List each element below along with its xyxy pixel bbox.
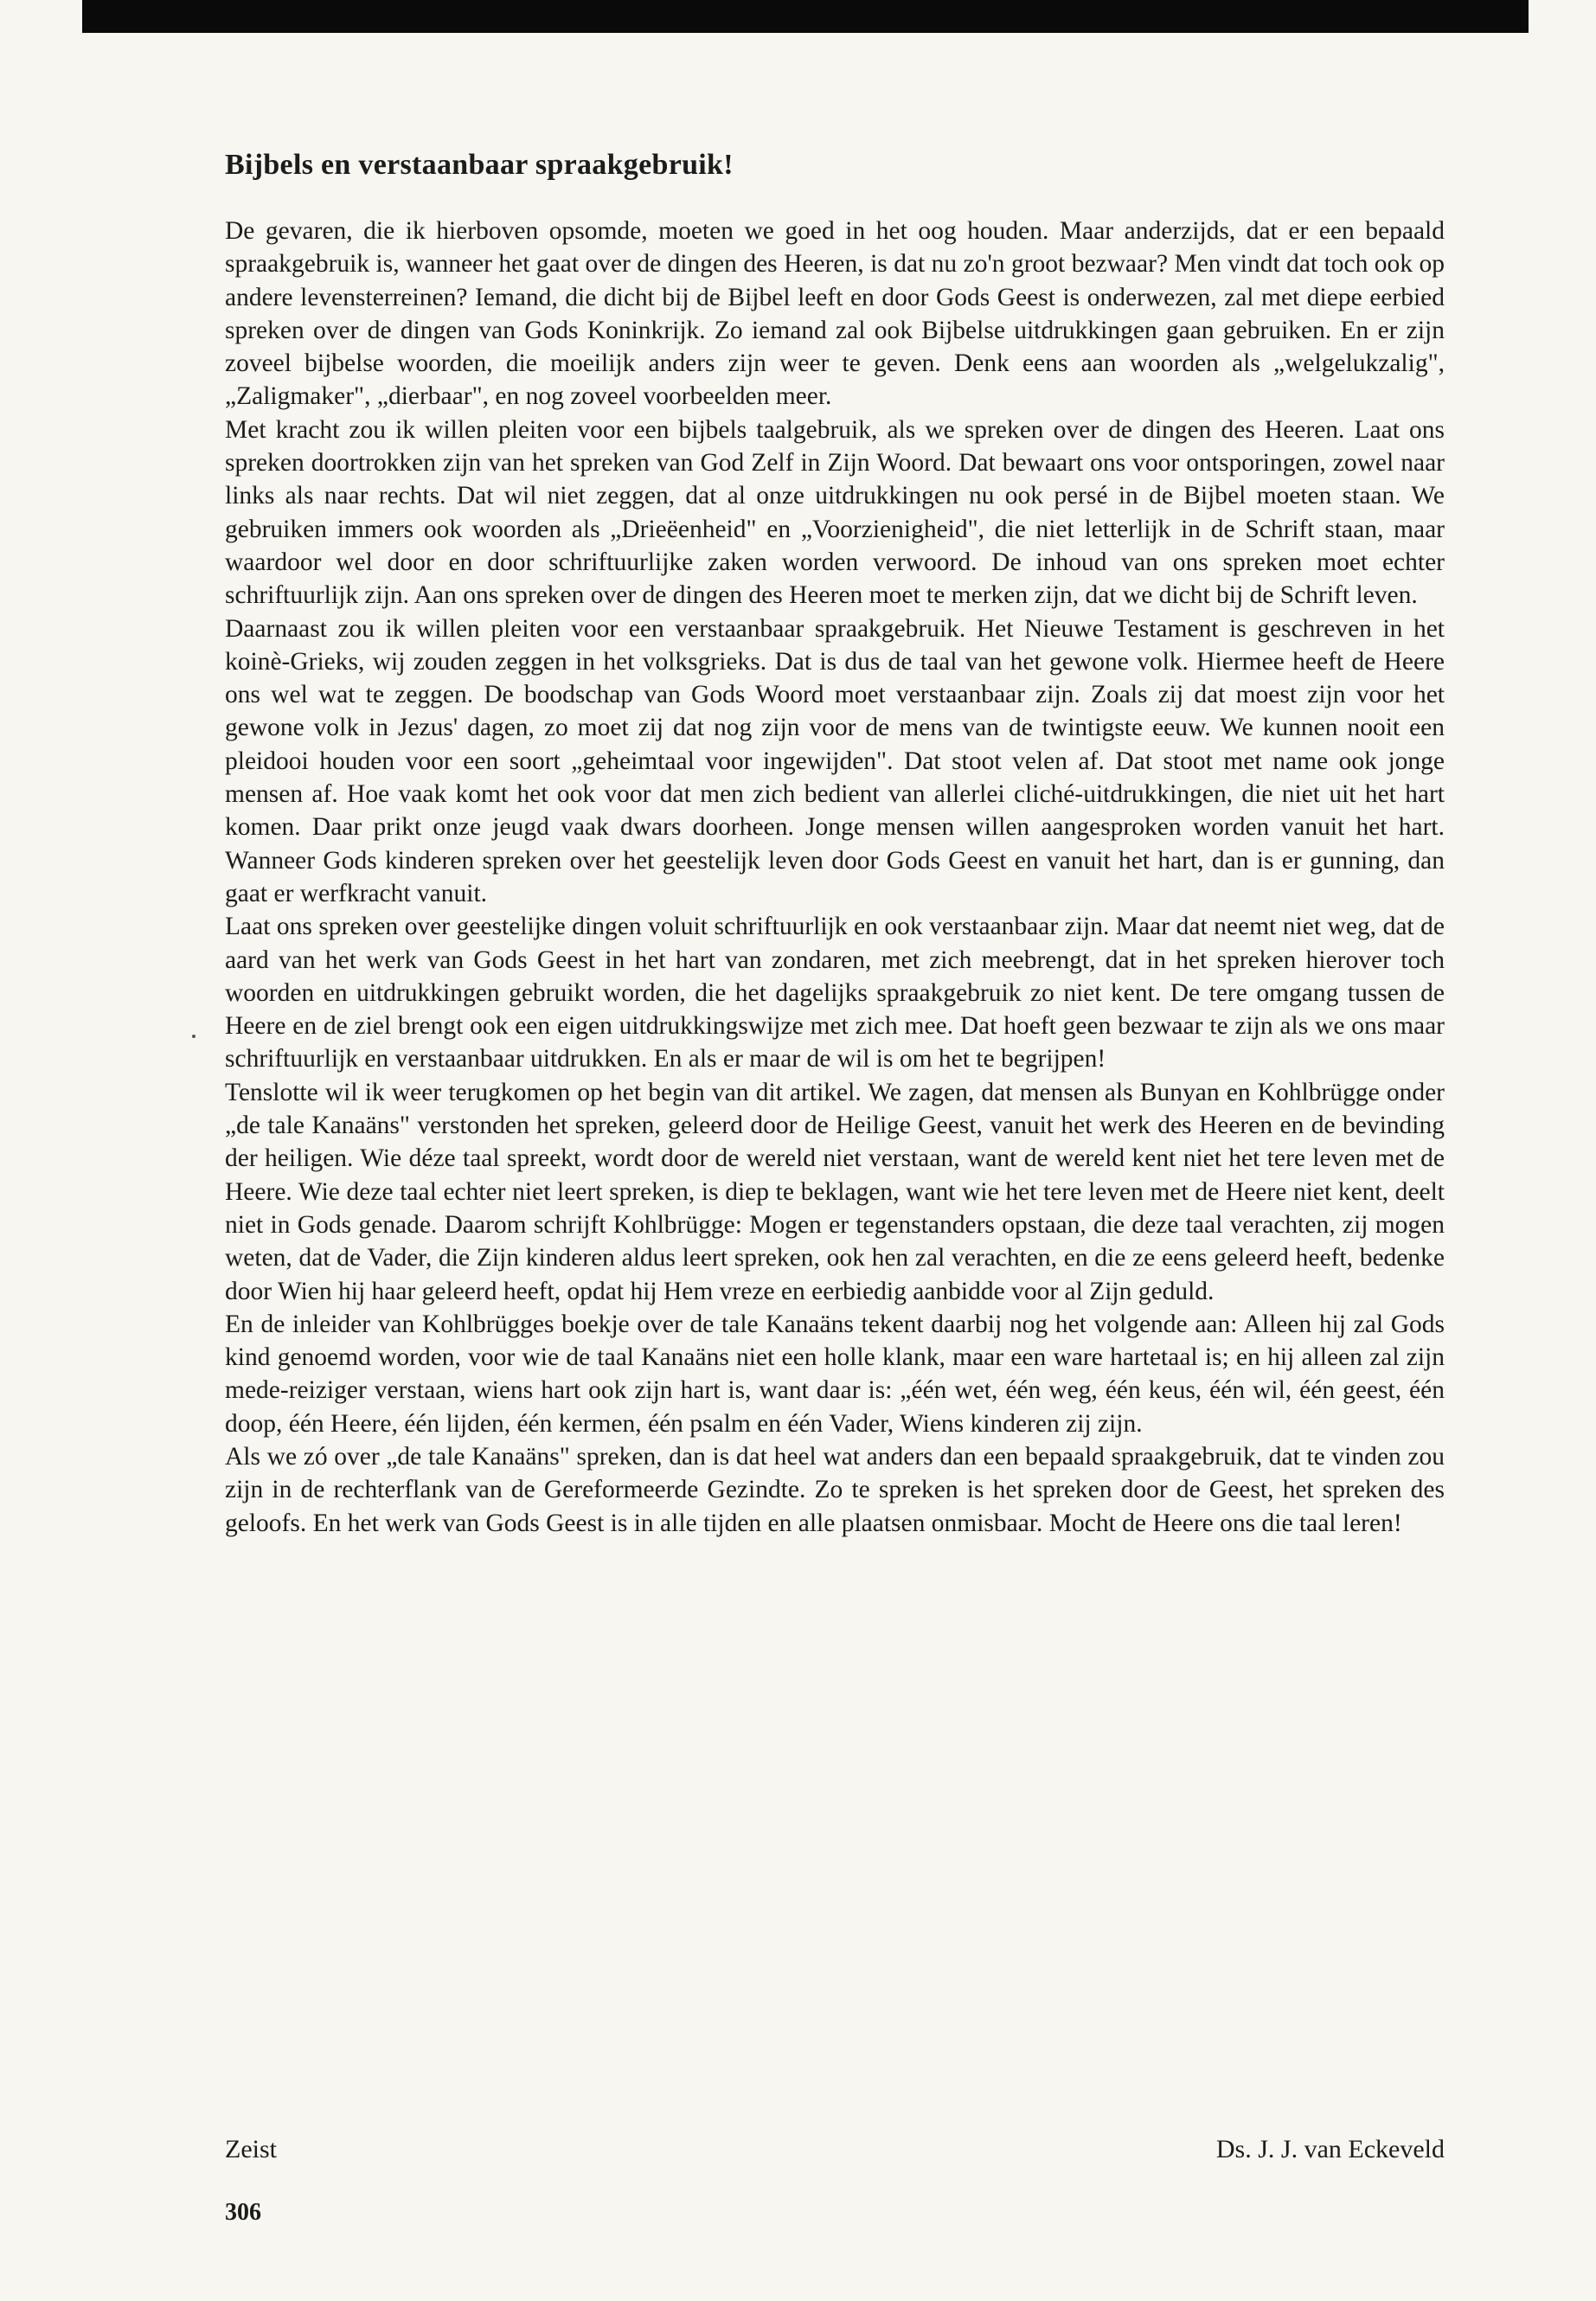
scan-speck	[192, 1035, 195, 1038]
article-body	[225, 215, 1445, 1540]
scan-top-border	[82, 0, 1529, 33]
page-content	[225, 147, 1445, 1540]
paragraph-1: De gevaren, die ik hierboven opsomde, moeten we goed in het oog houden. Maar anderzijds, dat er een bepaald spraakgebruik is, wanneer het gaat over de dingen des Heeren, is dat nu zo'n groot bezwaar? Men vindt dat toch ook op andere levensterreinen? Iemand, die dicht bij de Bijbel leeft en door Gods Geest is onderwezen, zal met diepe eerbied spreken over de dingen van Gods Koninkrijk. Zo iemand zal ook Bijbelse uitdrukkingen gaan gebruiken. En er zijn zoveel bijbelse woorden, die moeilijk anders zijn weer te geven. Denk eens aan woorden als „welgelukzalig", „Zaligmaker", „dierbaar", en nog zoveel voorbeelden meer.	[225, 217, 1445, 411]
paragraph-2: Met kracht zou ik willen pleiten voor een bijbels taalgebruik, als we spreken over de dingen des Heeren. Laat ons spreken doortrokken zijn van het spreken van God Zelf in Zijn Woord. Dat bewaart ons voor ontsporingen, zowel naar links als naar rechts. Dat wil niet zeggen, dat al onze uitdrukkingen nu ook persé in de Bijbel moeten staan. We gebruiken immers ook woorden als „Drieëenheid" en „Voorzienigheid", die niet letterlijk in de Schrift staan, maar waardoor wel door en door schriftuurlijke zaken worden verwoord. De inhoud van ons spreken moet echter schriftuurlijk zijn. Aan ons spreken over de dingen des Heeren moet te merken zijn, dat we dicht bij de Schrift leven.	[225, 415, 1445, 610]
paragraph-6: En de inleider van Kohlbrügges boekje over de tale Kanaäns tekent daarbij nog het volgende aan: Alleen hij zal Gods kind genoemd worden, voor wie de taal Kanaäns niet een holle klank, maar een ware hartetaal is; en hij alleen zal zijn mede-reiziger verstaan, wiens hart ook zijn hart is, want daar is: „één wet, één weg, één keus, één wil, één geest, één doop, één Heere, één lijden, één kermen, één psalm en één Vader, Wiens kinderen zij zijn.	[225, 1310, 1445, 1438]
author-name: Ds. J. J. van Eckeveld	[1215, 2135, 1445, 2163]
article-title: Bijbels en verstaanbaar spraakgebruik!	[225, 149, 734, 181]
paragraph-5: Tenslotte wil ik weer terugkomen op het begin van dit artikel. We zagen, dat mensen als Bunyan en Kohlbrügge onder „de tale Kanaäns" verstonden het spreken, geleerd door de Heilige Geest, vanuit het werk des Heeren en de bevinding der heiligen. Wie déze taal spreekt, wordt door de wereld niet verstaan, want de wereld kent niet het tere leven met de Heere. Wie deze taal echter niet leert spreken, is diep te beklagen, want wie het tere leven met de Heere niet kent, deelt niet in Gods genade. Daarom schrijft Kohlbrügge: Mogen er tegenstanders opstaan, die deze taal verachten, zij mogen weten, dat de Vader, die Zijn kinderen aldus leert spreken, ook hen zal verachten, en die ze eens geleerd heeft, bedenke door Wien hij haar geleerd heeft, opdat hij Hem vreze en eerbiedig aanbidde voor al Zijn geduld.	[225, 1078, 1445, 1305]
paragraph-3: Daarnaast zou ik willen pleiten voor een verstaanbaar spraakgebruik. Het Nieuwe Testament is geschreven in het koinè-Grieks, wij zouden zeggen in het volksgrieks. Dat is dus de taal van het gewone volk. Hiermee heeft de Heere ons wel wat te zeggen. De boodschap van Gods Woord moet verstaanbaar zijn. Zoals zij dat moest zijn voor het gewone volk in Jezus' dagen, zo moet zij dat nog zijn voor de mens van de twintigste eeuw. We kunnen nooit een pleidooi houden voor een soort „geheimtaal voor ingewijden". Dat stoot velen af. Dat stoot met name ook jonge mensen af. Hoe vaak komt het ook voor dat men zich bedient van allerlei cliché-uitdrukkingen, die niet uit het hart komen. Daar prikt onze jeugd vaak dwars doorheen. Jonge mensen willen aangesproken worden vanuit het hart. Wanneer Gods kinderen spreken over het geestelijk leven door Gods Geest en vanuit het hart, dan is er gunning, dan gaat er werfkracht vanuit.	[225, 614, 1445, 907]
paragraph-4: Laat ons spreken over geestelijke dingen voluit schriftuurlijk en ook verstaanbaar zijn. Maar dat neemt niet weg, dat de aard van het werk van Gods Geest in het hart van zondaren, met zich meebrengt, dat in het spreken hierover toch woorden en uitdrukkingen gebruikt worden, die het dagelijks spraakgebruik zo niet kent. De tere omgang tussen de Heere en de ziel brengt ook een eigen uitdrukkingswijze met zich mee. Dat hoeft geen bezwaar te zijn als we ons maar schriftuurlijk en verstaanbaar uitdrukken. En als er maar de wil is om het te begrijpen!	[225, 913, 1445, 1074]
paragraph-7: Als we zó over „de tale Kanaäns" spreken, dan is dat heel wat anders dan een bepaald spraakgebruik, dat te vinden zou zijn in de rechterflank van de Gereformeerde Gezindte. Zo te spreken is het spreken door de Geest, het spreken des geloofs. En het werk van Gods Geest is in alle tijden en alle plaatsen onmisbaar. Mocht de Heere ons die taal leren!	[225, 1442, 1445, 1537]
page-number: 306	[225, 2199, 261, 2226]
signature-line	[225, 2133, 1445, 2166]
place-name: Zeist	[225, 2135, 277, 2163]
